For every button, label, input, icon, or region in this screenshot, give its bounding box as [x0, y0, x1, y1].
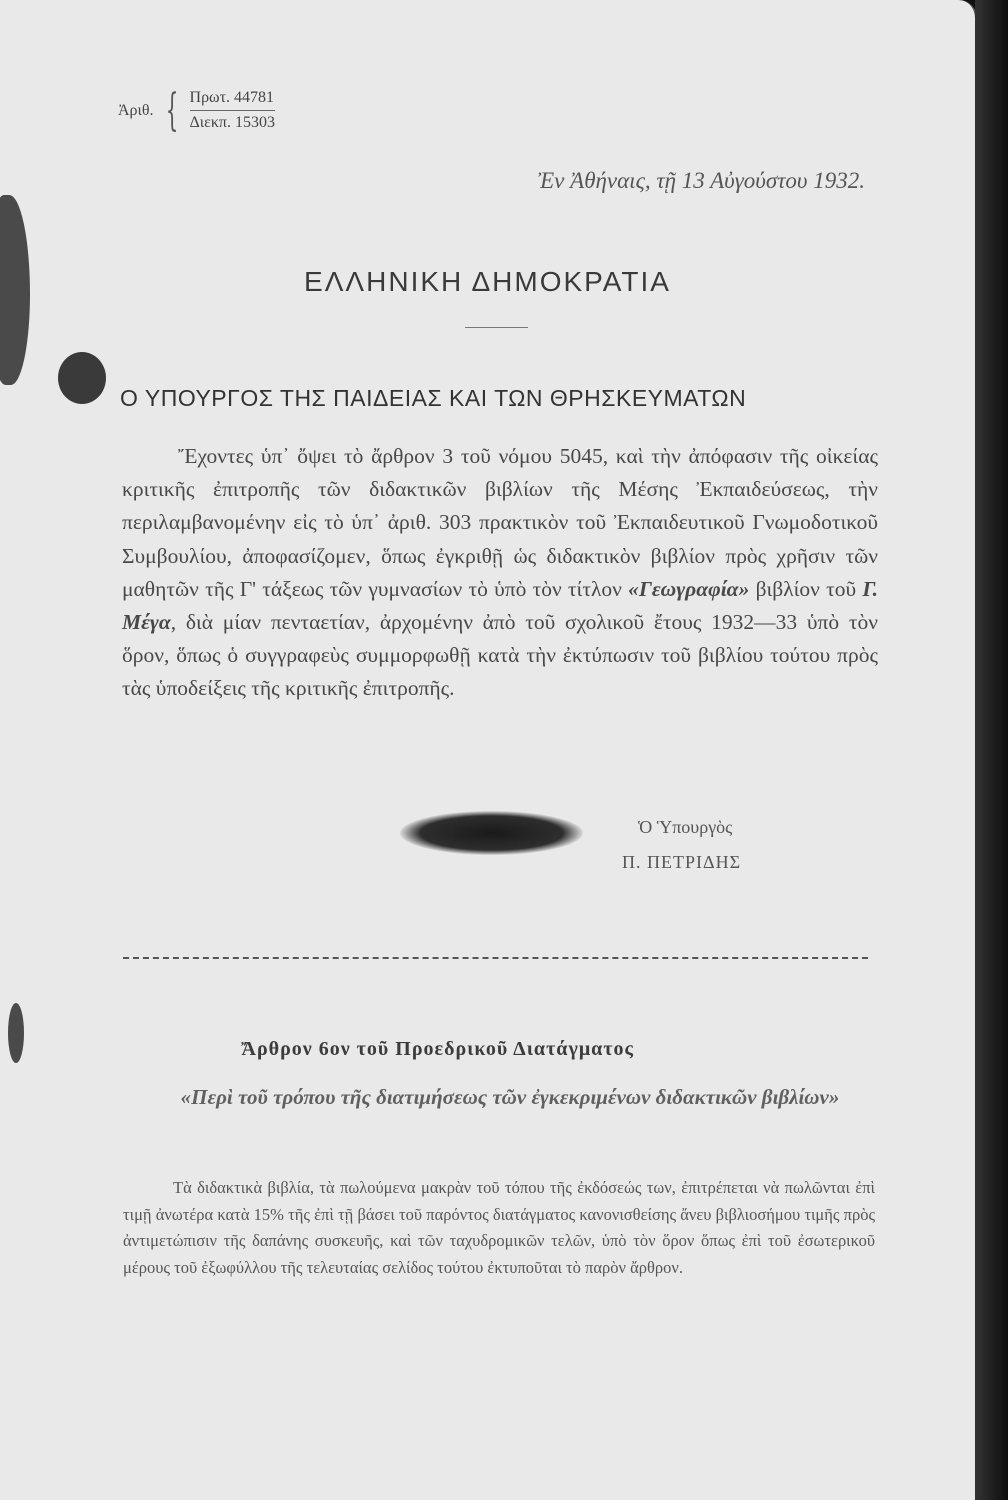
minister-heading: Ο ΥΠΟΥΡΓΟΣ ΤΗΣ ΠΑΙΔΕΙΑΣ ΚΑΙ ΤΩΝ ΘΡΗΣΚΕΥΜΑΤΩΝ — [120, 385, 747, 411]
republic-heading: ΕΛΛΗΝΙΚΗ ΔΗΜΟΚΡΑΤΙΑ — [304, 266, 671, 297]
short-rule — [465, 327, 528, 328]
section-divider — [123, 957, 868, 959]
article-body: Τὰ διδακτικὰ βιβλία, τὰ πωλούμενα μακρὰν τοῦ τόπου τῆς ἐκδόσεώς των, ἐπιτρέπεται νὰ πωλῶνται ἐπὶ τιμῇ ἀνωτέρα κατὰ 15% τῆς ἐπὶ τῇ βάσει τοῦ παρόντος διατάγματος κανονισθείσης ἄνευ βιβλιοσήμου τιμῆς πρὸς ἀντιμετώπισιν τῆς δαπάνης συσκευῆς, καὶ τῶν ταχυδρομικῶν τελῶν, ὑπὸ τὸν ὅρον ὅπως ἐπὶ τοῦ ἐσωτερικοῦ μέρους τοῦ ἐξωφύλλου τῆς τελευταίας σελίδος τούτου ἐκτυποῦται τὸ παρὸν ἄρθρον. — [123, 1178, 875, 1277]
dateline: Ἐν Ἀθήναις, τῇ 13 Αὐγούστου 1932. — [537, 168, 865, 193]
book-title: «Γεωγραφία» — [628, 576, 750, 601]
decree-intro: Ἔχοντες ὑπ᾿ ὄψει τὸ ἄρθρον 3 τοῦ νόμου 5045, καὶ τὴν ἀπόφασιν τῆς οἰκείας κριτικῆς ἐπιτροπῆς τῶν διδακτικῶν βιβλίων τῆς Μέσης Ἐκπαιδεύσεως, τὴν περιλαμβανομένην εἰς τὸ ὑπ᾿ ἀριθ. 303 πρακτικὸν τοῦ Ἐκπαιδευτικοῦ Γνωμοδοτικοῦ Συμβουλίου, ἀποφασίζομεν, ὅπως ἐγκριθῇ ὡς διδακτικὸν βιβλίον πρὸς χρῆσιν τῶν μαθητῶν τῆς Γ' τάξεως τῶν γυμνασίων τὸ ὑπὸ τὸν τίτλον — [122, 444, 878, 601]
decree-middle: βιβλίον τοῦ — [755, 576, 857, 601]
protocol-prefix: Ἀριθ. — [118, 101, 154, 119]
ink-seal-stamp — [400, 811, 583, 855]
brace-icon: { — [165, 84, 178, 136]
signature-name: Π. ΠΕΤΡΙΔΗΣ — [622, 852, 742, 872]
protocol-numbers — [190, 86, 275, 135]
author-name: Γ. Μέγα — [122, 576, 879, 635]
protocol-prot: Πρωτ. 44781 — [190, 86, 275, 111]
protocol-number — [118, 86, 275, 135]
article-subtitle: «Περὶ τοῦ τρόπου τῆς διατιμήσεως τῶν ἐγκεκριμένων διδακτικῶν βιβλίων» — [180, 1085, 840, 1109]
protocol-dekp: Διεκπ. 15303 — [189, 114, 275, 131]
decree-conclusion: , διὰ μίαν πενταετίαν, ἀρχομένην ἀπὸ τοῦ σχολικοῦ ἔτους 1932—33 ὑπὸ τὸν ὅρον, ὅπως ὁ συγγραφεὺς συμμορφωθῇ κατὰ τὴν ἐκτύπωσιν τοῦ βιβλίου τούτου πρὸς τὰς ὑποδείξεις τῆς κριτικῆς ἐπιτροπῆς. — [122, 610, 878, 701]
signature-title: Ὁ Ὑπουργὸς — [638, 817, 733, 837]
decree-text — [122, 440, 878, 706]
book-edge — [975, 0, 1008, 1500]
article-title: Ἄρθρον 6ον τοῦ Προεδρικοῦ Διατάγματος — [241, 1038, 634, 1060]
ink-stain-drop — [58, 352, 106, 404]
